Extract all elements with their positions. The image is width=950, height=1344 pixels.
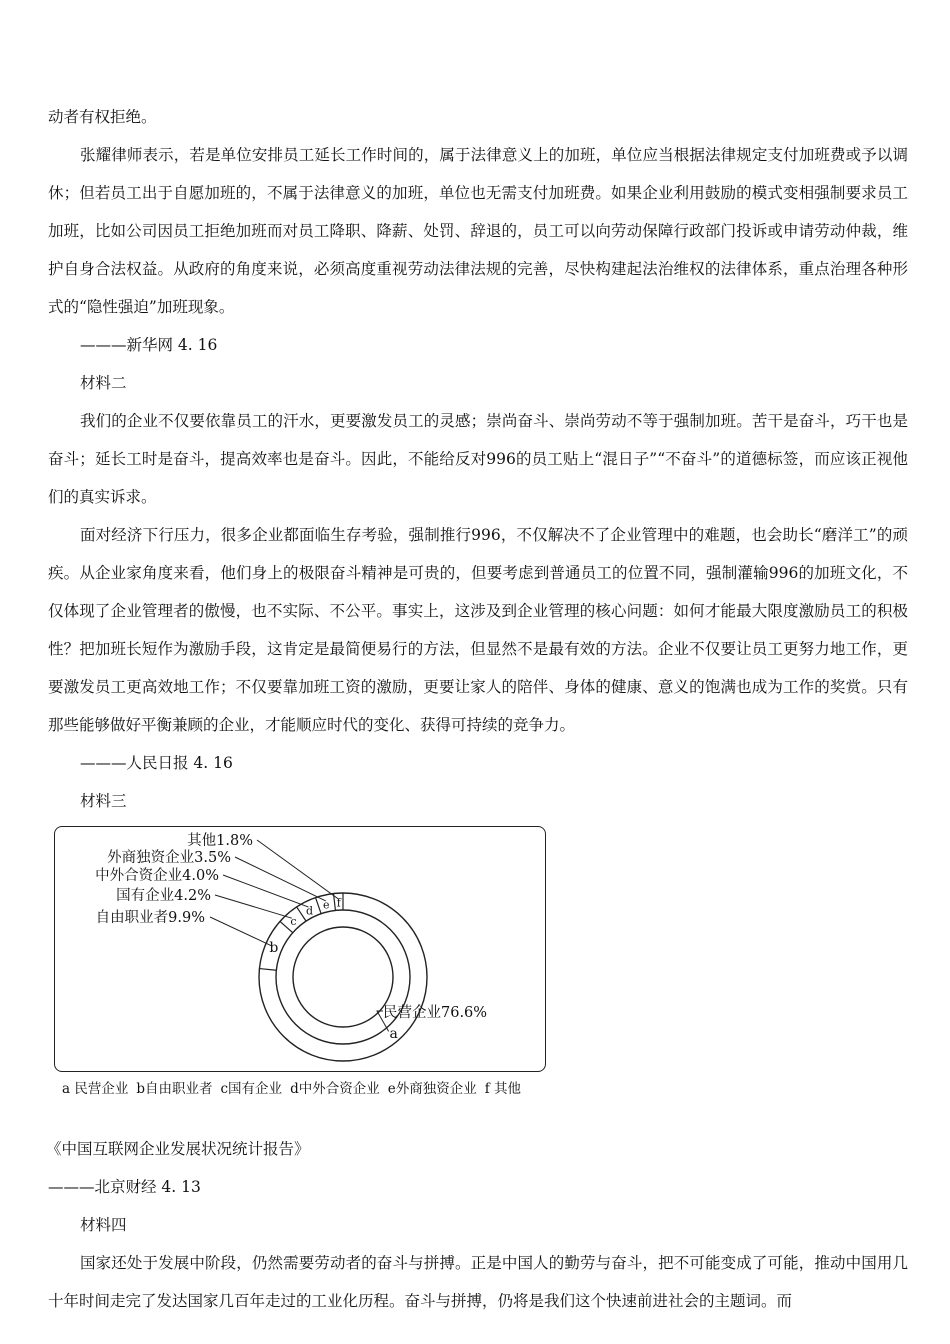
slice-letter-b: b [269, 939, 279, 956]
paragraph-2: 张耀律师表示，若是单位安排员工延长工作时间的，属于法律意义上的加班，单位应当根据法律规定支付加班费或予以调休；但若员工出于自愿加班的，不属于法律意义的加班，单位也无需支付加班费。如果企业利用鼓励的模式变相强制要求员工加班，比如公司因员工拒绝加班而对员工降职、降薪、处罚、辞退的，员工可以向劳动保障行政部门投诉或申请劳动仲裁，维护自身合法权益。从政府的角度来说，必须高度重视劳动法律法规的完善，尽快构建起法治维权的法律体系，重点治理各种形式的“隐性强迫”加班现象。 [48, 146, 908, 316]
source-beijing-finance: ———北京财经 4. 13 [48, 1178, 201, 1196]
material-3-label: 材料三 [80, 792, 127, 810]
slice-separator-e [316, 898, 322, 914]
slice-letter-a: a [389, 1026, 398, 1043]
legend-item-d: d中外合资企业 [290, 1081, 380, 1097]
slice-separator-d [297, 907, 306, 921]
paragraph-4: 面对经济下行压力，很多企业都面临生存考验，强制推行996，不仅解决不了企业管理中的难题，也会助长“磨洋工”的顽疾。从企业家角度来看，他们身上的极限奋斗精神是可贵的，但要考虑到普通员工的位置不同，强制灌输996的加班文化，不仅体现了企业管理者的傲慢，也不实际、不公平。事实上，这涉及到企业管理的核心问题：如何才能最大限度激励员工的积极性？把加班长短作为激励手段，这肯定是最简便易行的方法，但显然不是最有效的方法。企业不仅要让员工更努力地工作，更要激发员工更高效地工作；不仅要靠加班工资的激励，更要让家人的陪伴、身体的健康、意义的饱满也成为工作的奖赏。只有那些能够做好平衡兼顾的企业，才能顺应时代的变化、获得可持续的竞争力。 [48, 526, 908, 734]
ring-chart-svg [55, 827, 545, 1071]
slice-label-d: 中外合资企业4.0% [95, 868, 219, 884]
callout-line-d [223, 875, 308, 907]
callout-line-b [210, 917, 272, 946]
callout-line-e [235, 857, 326, 901]
legend-item-c: c国有企业 [220, 1081, 283, 1097]
slice-label-e: 外商独资企业3.5% [107, 850, 231, 866]
paragraph-3: 我们的企业不仅要依靠员工的汗水，更要激发员工的灵感；崇尚奋斗、崇尚劳动不等于强制加班。苦干是奋斗，巧干也是奋斗；延长工时是奋斗，提高效率也是奋斗。因此，不能给反对996的员工贴上“混日子”“不奋斗”的道德标签，而应该正视他们的真实诉求。 [48, 412, 908, 506]
slice-letter-c: c [290, 915, 297, 929]
report-title: 《中国互联网企业发展状况统计报告》 [46, 1140, 310, 1158]
callout-line-f [257, 840, 339, 899]
slice-separator-b [259, 969, 276, 971]
slice-label-a: 民营企业76.6% [383, 1005, 488, 1021]
document-page [48, 98, 908, 1320]
paragraph-1: 动者有权拒绝。 [48, 108, 157, 126]
material-4-label: 材料四 [80, 1216, 127, 1234]
source-xinhua: ———新华网 4. 16 [80, 336, 218, 354]
callout-line-c [215, 895, 292, 918]
chart-legend [62, 1076, 908, 1102]
slice-label-b: 自由职业者9.9% [95, 910, 205, 926]
slice-label-f: 其他1.8% [187, 833, 253, 849]
legend-item-e: e外商独资企业 [387, 1081, 477, 1097]
ring-circle-1 [276, 910, 410, 1044]
legend-item-f: f 其他 [484, 1081, 522, 1097]
ring-circle-0 [259, 893, 427, 1061]
source-peoples-daily: ———人民日报 4. 16 [80, 754, 233, 772]
legend-item-b: b自由职业者 [136, 1081, 213, 1097]
slice-letter-f: f [336, 896, 341, 910]
material-2-label: 材料二 [80, 374, 127, 392]
paragraph-5: 国家还处于发展中阶段，仍然需要劳动者的奋斗与拼搏。正是中国人的勤劳与奋斗，把不可能变成了可能，推动中国用几十年时间走完了发达国家几百年走过的工业化历程。奋斗与拼搏，仍将是我们这个快速前进社会的主题词。而 [48, 1254, 908, 1310]
slice-label-c: 国有企业4.2% [116, 888, 211, 904]
slice-letter-d: d [306, 904, 314, 918]
slice-letter-e: e [323, 898, 330, 912]
legend-item-a: a 民营企业 [62, 1081, 129, 1097]
ring-chart [54, 826, 546, 1072]
